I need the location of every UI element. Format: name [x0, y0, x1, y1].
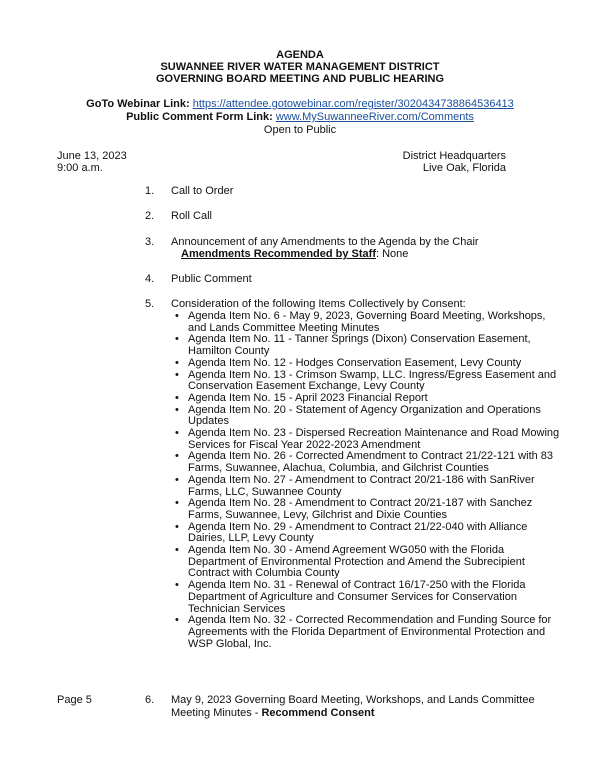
webinar-line [0, 98, 600, 111]
consent-item: • Agenda Item No. 12 - Hodges Conservation Easement, Levy County [175, 356, 522, 369]
agenda-title: AGENDA [276, 49, 324, 61]
consent-item: • Agenda Item No. 32 - Corrected Recommendation and Funding Source for Agreements with the Florida Department of Environmental Protection and WSP Global, Inc. [175, 614, 552, 650]
item-text: Public Comment [171, 273, 252, 285]
item-number: 4. [145, 273, 155, 285]
bullet-icon: • [175, 450, 179, 463]
bullet-icon: • [175, 391, 179, 404]
bullet-icon: • [175, 356, 179, 369]
comment-label: Public Comment Form Link: [126, 111, 273, 123]
consent-item: • Agenda Item No. 26 - Corrected Amendment to Contract 21/22-121 with 83 Farms, Suwannee, Alachua, Columbia, and Gilchrist Counties [175, 450, 554, 475]
item-text [171, 694, 561, 719]
consent-item-list [172, 311, 562, 650]
item-description: May 9, 2023 Governing Board Meeting, Workshops, and Lands Committee Meeting Minutes - [171, 694, 535, 719]
consent-item: • Agenda Item No. 23 - Dispersed Recreation Maintenance and Road Mowing Services for Fiscal Year 2022-2023 Amendment [175, 427, 560, 451]
bullet-icon: • [175, 403, 179, 416]
consent-item: • Agenda Item No. 29 - Amendment to Contract 21/22-040 with Alliance Dairies, LLP, Levy County [175, 520, 528, 545]
bullet-icon: • [175, 310, 179, 322]
bullet-icon: • [175, 497, 179, 510]
consent-item: • Agenda Item No. 15 - April 2023 Financial Report [175, 391, 428, 404]
amendments-line [181, 248, 408, 261]
district-name: SUWANNEE RIVER WATER MANAGEMENT DISTRICT [160, 61, 440, 73]
consent-item: • Agenda Item No. 30 - Amend Agreement WG050 with the Florida Department of Environmental Protection and Amend the Subrecipient Contract with Columbia County [175, 544, 525, 580]
item-number: 1. [145, 185, 155, 197]
item-number: 6. [145, 694, 155, 706]
webinar-link[interactable]: https://attendee.gotowebinar.com/register/3020434738864536413 [192, 98, 514, 110]
meeting-time: 9:00 a.m. [57, 162, 103, 174]
amendments-value: : None [375, 248, 409, 260]
bullet-icon: • [175, 427, 179, 440]
meeting-location: District Headquarters [402, 150, 506, 162]
item-text: Call to Order [171, 185, 234, 197]
consent-item: • Agenda Item No. 6 - May 9, 2023, Governing Board Meeting, Workshops, and Lands Committee Meeting Minutes [175, 310, 546, 334]
comment-line [0, 111, 600, 124]
consent-item: • Agenda Item No. 31 - Renewal of Contract 16/17-250 with the Florida Department of Agriculture and Consumer Services for Conservation Technician Services [175, 579, 526, 615]
consent-item: • Agenda Item No. 27 - Amendment to Contract 20/21-186 with SanRiver Farms, LLC, Suwannee County [175, 473, 535, 498]
consent-item: • Agenda Item No. 28 - Amendment to Contract 20/21-187 with Sanchez Farms, Suwannee, Levy, Gilchrist and Dixie Counties [175, 497, 533, 521]
bullet-icon: • [175, 614, 179, 627]
item-number: 5. [145, 298, 155, 310]
item-text: Announcement of any Amendments to the Agenda by the Chair [171, 236, 479, 248]
amendments-label: Amendments Recommended by Staff [181, 248, 376, 260]
item-text: Roll Call [171, 210, 212, 222]
item-text: Consideration of the following Items Collectively by Consent: [171, 298, 466, 310]
meeting-city: Live Oak, Florida [422, 162, 506, 174]
item-number: 2. [145, 210, 155, 222]
consent-item: • Agenda Item No. 13 - Crimson Swamp, LLC. Ingress/Egress Easement and Conservation Easement Exchange, Levy County [175, 368, 557, 393]
recommendation: Recommend Consent [261, 706, 375, 719]
item-number: 3. [145, 236, 155, 248]
bullet-icon: • [175, 544, 179, 557]
bullet-icon: • [175, 520, 179, 533]
comment-link[interactable]: www.MySuwanneeRiver.com/Comments [275, 111, 474, 123]
bullet-icon: • [175, 333, 179, 346]
bullet-icon: • [175, 473, 179, 486]
open-to-public: Open to Public [263, 124, 337, 136]
webinar-label: GoTo Webinar Link: [86, 98, 190, 110]
meeting-date: June 13, 2023 [57, 150, 127, 162]
page-reference: Page 5 [57, 694, 92, 706]
meeting-type: GOVERNING BOARD MEETING AND PUBLIC HEARING [155, 73, 445, 85]
consent-item: • Agenda Item No. 20 - Statement of Agency Organization and Operations Updates [175, 403, 541, 428]
bullet-icon: • [175, 368, 179, 381]
consent-item: • Agenda Item No. 11 - Tanner Springs (Dixon) Conservation Easement, Hamilton County [175, 333, 531, 358]
bullet-icon: • [175, 579, 179, 592]
